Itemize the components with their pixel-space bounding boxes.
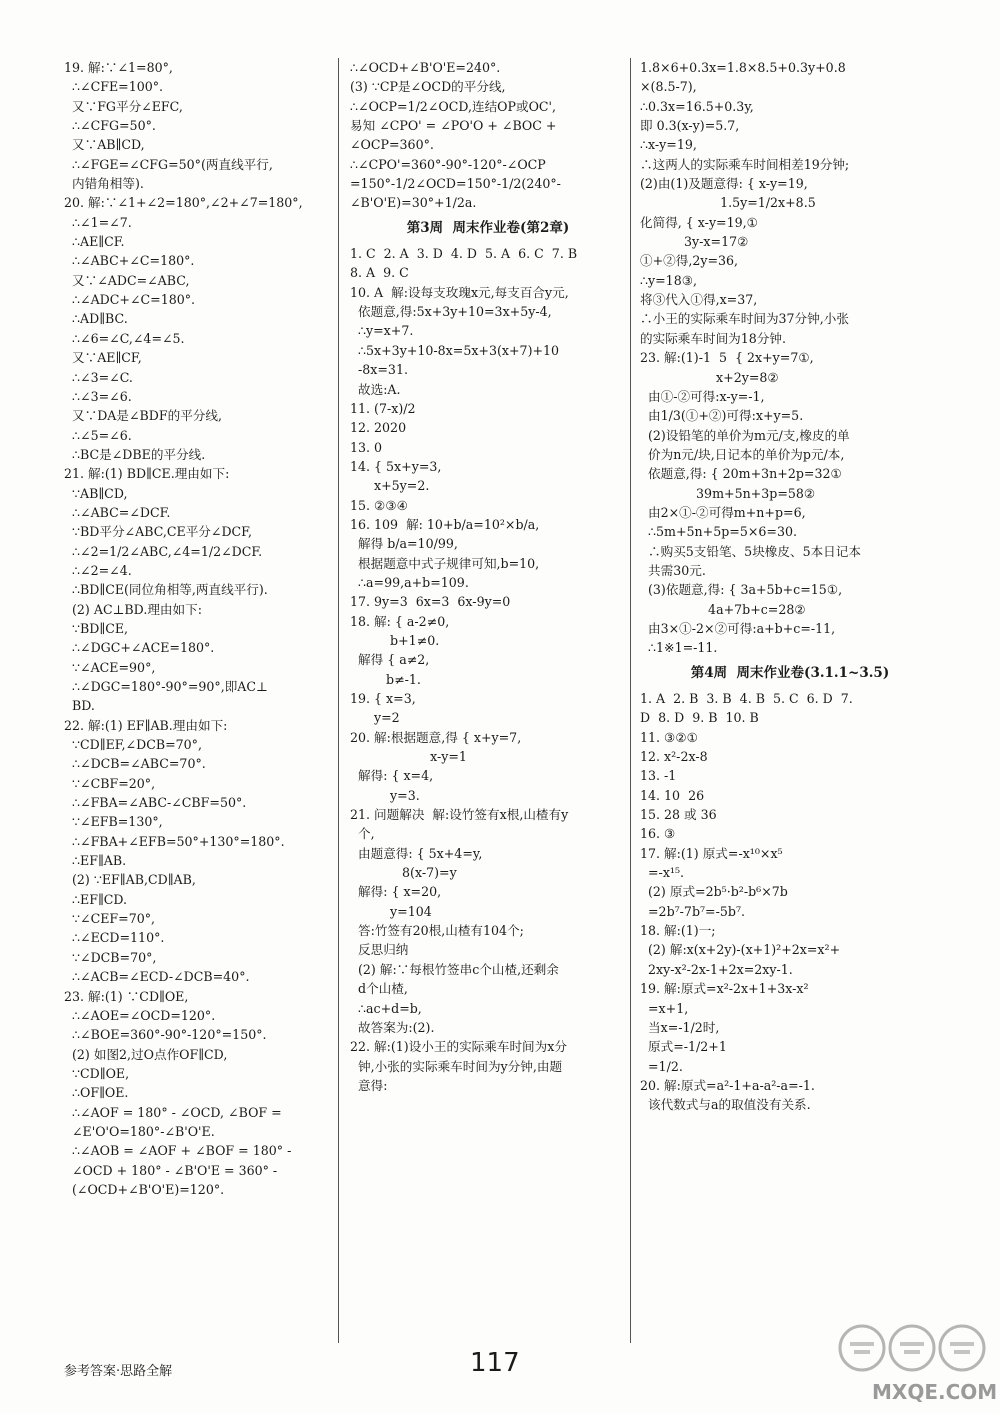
answer-line: D 8. D 9. B 10. B bbox=[640, 710, 759, 726]
answer-line: 8(x-7)=y bbox=[350, 865, 457, 881]
answer-line: 解得: { x=20, bbox=[350, 884, 442, 900]
answer-line: ∴AE∥CF. bbox=[64, 234, 125, 250]
answer-line: 的实际乘车时间为18分钟. bbox=[640, 330, 786, 346]
answer-line: 该代数式与a的取值没有关系. bbox=[640, 1097, 811, 1113]
answer-line: y=104 bbox=[350, 903, 432, 919]
answer-line: ∴BC是∠DBE的平分线. bbox=[64, 446, 206, 462]
answer-line: 17. 9y=3 6x=3 6x-9y=0 bbox=[350, 594, 511, 610]
answer-line: 共需30元. bbox=[640, 562, 706, 578]
answer-line: 又∵AB∥CD, bbox=[64, 137, 145, 153]
answer-line: ∴5m+5n+5p=5×6=30. bbox=[640, 524, 797, 540]
answer-line: 由①-②可得:x-y=-1, bbox=[640, 388, 765, 404]
answer-line: (2)设铅笔的单价为m元/支,橡皮的单 bbox=[640, 427, 850, 443]
answer-line: ∴∠ABC=∠DCF. bbox=[64, 504, 171, 520]
answer-column-right bbox=[640, 58, 940, 1324]
answer-line: ∵∠ACE=90°, bbox=[64, 659, 156, 675]
answer-line: ∴∠5=∠6. bbox=[64, 427, 132, 443]
answer-line: 解得 { a≠2, bbox=[350, 652, 430, 668]
answer-line: 20. 解:∵∠1+∠2=180°,∠2+∠7=180°, bbox=[64, 195, 303, 211]
answer-column-middle bbox=[350, 58, 626, 1324]
answer-line: 根据题意中式子规律可知,b=10, bbox=[350, 555, 540, 571]
answer-line: ∵AB∥CD, bbox=[64, 485, 128, 501]
answer-column-left bbox=[64, 58, 326, 1324]
answer-line: ∴∠BOE=360°-90°-120°=150°. bbox=[64, 1027, 267, 1043]
answer-line: ∴BD∥CE(同位角相等,两直线平行). bbox=[64, 582, 268, 598]
answer-line: ∵∠CBF=20°, bbox=[64, 775, 156, 791]
answer-line: ∴x-y=19, bbox=[640, 137, 697, 153]
answer-line: ∵CD∥OE, bbox=[64, 1065, 130, 1081]
answer-line: y=2 bbox=[350, 710, 400, 726]
answer-line: (2) 解:∵每根竹签串c个山楂,还剩余 bbox=[350, 961, 559, 977]
answer-line: ∴∠OCD+∠B'O'E=240°. bbox=[350, 60, 501, 75]
answer-line: ∴y=x+7. bbox=[350, 323, 414, 339]
answer-line: ∴EF∥AB. bbox=[64, 853, 127, 869]
answer-line: 又∵AE∥CF, bbox=[64, 350, 142, 366]
answer-line: ×(8.5-7), bbox=[640, 79, 697, 95]
answer-line: 原式=-1/2+1 bbox=[640, 1039, 727, 1055]
answer-line: =150°-1/2∠OCD=150°-1/2(240°- bbox=[350, 176, 561, 192]
answer-line: 又∵DA是∠BDF的平分线, bbox=[64, 408, 222, 424]
watermark-text: MXQE.COM bbox=[872, 1380, 998, 1404]
answer-line: ∴∠3=∠6. bbox=[64, 388, 132, 404]
answer-line: 由2×①-②可得m+n+p=6, bbox=[640, 504, 806, 520]
answer-line: 10. A 解:设每支玫瑰x元,每支百合y元, bbox=[350, 284, 569, 300]
answer-line: 19. 解:∵∠1=80°, bbox=[64, 60, 173, 75]
footer-label: 参考答案·思路全解 bbox=[64, 1364, 173, 1379]
answer-line: (2) AC⊥BD.理由如下: bbox=[64, 601, 202, 617]
answer-line: 22. 解:(1) EF∥AB.理由如下: bbox=[64, 717, 228, 733]
answer-line: y=3. bbox=[350, 787, 420, 803]
answer-line: 1.8×6+0.3x=1.8×8.5+0.3y+0.8 bbox=[640, 60, 846, 75]
answer-line: ∴y=18③, bbox=[640, 272, 697, 288]
answer-line: 20. 解:原式=a²-1+a-a²-a=-1. bbox=[640, 1077, 815, 1093]
answer-line: ∴∠FBA=∠ABC-∠CBF=50°. bbox=[64, 795, 247, 811]
answer-line: 当x=-1/2时, bbox=[640, 1019, 720, 1035]
answer-line: 15. 28 或 36 bbox=[640, 807, 717, 823]
answer-line: BD. bbox=[64, 698, 95, 714]
answer-line: 17. 解:(1) 原式=-x¹⁰×x⁵ bbox=[640, 845, 783, 861]
answer-line: ∴∠AOE=∠OCD=120°. bbox=[64, 1007, 216, 1023]
answer-line: (3) ∵CP是∠OCD的平分线, bbox=[350, 79, 506, 95]
answer-line: =2b⁷-7b⁷=-5b⁷. bbox=[640, 903, 745, 919]
answer-line: ∴∠CFE=100°. bbox=[64, 79, 164, 95]
section-heading: 第3周 周末作业卷(第2章) bbox=[406, 219, 570, 236]
answer-line: 23. 解:(1) ∵CD∥OE, bbox=[64, 988, 189, 1004]
answer-line: ∴1※1=-11. bbox=[640, 640, 718, 656]
answer-line: 易知 ∠CPO' = ∠PO'O + ∠BOC + bbox=[350, 118, 557, 134]
answer-line: ∵BD∥CE, bbox=[64, 620, 129, 636]
answer-line: 12. x²-2x-8 bbox=[640, 749, 708, 765]
answer-line: 解得: { x=4, bbox=[350, 768, 434, 784]
answer-line: ∴∠ABC+∠C=180°. bbox=[64, 253, 195, 269]
answer-line: 20. 解:根据题意,得 { x+y=7, bbox=[350, 729, 522, 745]
answer-line: ∴∠FBA+∠EFB=50°+130°=180°. bbox=[64, 833, 285, 849]
answer-line: ∴∠2=1/2∠ABC,∠4=1/2∠DCF. bbox=[64, 543, 263, 559]
answer-line: 由1/3(①+②)可得:x+y=5. bbox=[640, 408, 804, 424]
answer-line: 21. 解:(1) BD∥CE.理由如下: bbox=[64, 466, 230, 482]
answer-line: ∠OCD + 180° - ∠B'O'E = 360° - bbox=[64, 1162, 278, 1178]
answer-line: ∴EF∥CD. bbox=[64, 891, 128, 907]
answer-line: (3)依题意,得: { 3a+5b+c=15①, bbox=[640, 582, 843, 598]
answer-line: 4a+7b+c=28② bbox=[640, 601, 806, 617]
answer-line: (2) 解:x(x+2y)-(x+1)²+2x=x²+ bbox=[640, 942, 841, 958]
answer-line: ∠OCP=360°. bbox=[350, 137, 434, 153]
answer-line: (2) ∵EF∥AB,CD∥AB, bbox=[64, 872, 196, 888]
answer-line: ∴∠ADC+∠C=180°. bbox=[64, 292, 196, 308]
watermark-logo bbox=[832, 1318, 998, 1408]
answer-line: 22. 解:(1)设小王的实际乘车时间为x分 bbox=[350, 1039, 567, 1055]
answer-line: x+2y=8② bbox=[640, 369, 779, 385]
answer-line: 依题意,得:5x+3y+10=3x+5y-4, bbox=[350, 304, 552, 320]
answer-line: ①+②得,2y=36, bbox=[640, 253, 739, 269]
answer-line: 钟,小张的实际乘车时间为y分钟,由题 bbox=[350, 1058, 563, 1074]
answer-line: 18. 解: { a-2≠0, bbox=[350, 613, 450, 629]
answer-line: ∴∠AOB = ∠AOF + ∠BOF = 180° - bbox=[64, 1143, 292, 1159]
answer-line: ∴购买5支铅笔、5块橡皮、5本日记本 bbox=[640, 543, 861, 559]
answer-line: 1. A 2. B 3. B 4. B 5. C 6. D 7. bbox=[640, 691, 853, 706]
page-number: 117 bbox=[470, 1348, 520, 1378]
answer-line: ∴∠2=∠4. bbox=[64, 562, 132, 578]
answer-line: 解得 b/a=10/99, bbox=[350, 536, 458, 552]
answer-line: ∠E'O'O=180°-∠B'O'E. bbox=[64, 1123, 215, 1139]
answer-line: (2)由(1)及题意得: { x-y=19, bbox=[640, 176, 808, 192]
answer-line: 13. 0 bbox=[350, 439, 383, 455]
answer-line: x+5y=2. bbox=[350, 478, 430, 494]
answer-line: 23. 解:(1)-1 5 { 2x+y=7①, bbox=[640, 350, 814, 366]
section-heading: 第4周 周末作业卷(3.1.1~3.5) bbox=[690, 664, 890, 681]
answer-line: ∠B'O'E)=30°+1/2a. bbox=[350, 195, 477, 211]
answer-line: ∴∠DCB=∠ABC=70°. bbox=[64, 756, 206, 772]
answer-line: 又∵FG平分∠EFC, bbox=[64, 98, 183, 114]
answer-line: 39m+5n+3p=58② bbox=[640, 485, 816, 501]
answer-line: ∴OF∥OE. bbox=[64, 1085, 129, 1101]
answer-line: 1. C 2. A 3. D 4. D 5. A 6. C 7. B bbox=[350, 246, 578, 262]
answer-line: ∵BD平分∠ABC,CE平分∠DCF, bbox=[64, 524, 252, 540]
answer-line: ∴∠CPO'=360°-90°-120°-∠OCP bbox=[350, 156, 546, 172]
answer-line: 又∵∠ADC=∠ABC, bbox=[64, 272, 190, 288]
answer-line: ∴ac+d=b, bbox=[350, 1000, 422, 1016]
answer-line: 由3×①-2×②可得:a+b+c=-11, bbox=[640, 620, 836, 636]
answer-line: ∴∠CFG=50°. bbox=[64, 118, 156, 134]
answer-line: ∴∠DGC=180°-90°=90°,即AC⊥ bbox=[64, 679, 268, 694]
column-divider bbox=[338, 58, 339, 1343]
answer-line: 14. { 5x+y=3, bbox=[350, 458, 442, 474]
answer-line: 19. 解:原式=x²-2x+1+3x-x² bbox=[640, 981, 809, 997]
answer-line: 内错角相等). bbox=[64, 176, 144, 192]
answer-line: ∴∠3=∠C. bbox=[64, 369, 133, 385]
answer-line: ∴∠ECD=110°. bbox=[64, 930, 165, 946]
answer-line: ∵∠EFB=130°, bbox=[64, 814, 163, 830]
answer-line: 16. ③ bbox=[640, 826, 676, 842]
answer-line: ∴∠AOF = 180° - ∠OCD, ∠BOF = bbox=[64, 1104, 282, 1120]
answer-line: ∴5x+3y+10-8x=5x+3(x+7)+10 bbox=[350, 342, 560, 358]
answer-line: ∴∠1=∠7. bbox=[64, 214, 132, 230]
answer-line: 价为n元/块,日记本的单价为p元/本, bbox=[640, 446, 845, 462]
answer-line: 1.5y=1/2x+8.5 bbox=[640, 195, 816, 211]
answer-line: (2) 原式=2b⁵·b²-b⁶×7b bbox=[640, 884, 788, 900]
answer-line: 21. 问题解决 解:设竹签有x根,山楂有y bbox=[350, 807, 569, 823]
answer-line: ∵∠CEF=70°, bbox=[64, 911, 156, 927]
answer-line: 化简得, { x-y=19,① bbox=[640, 214, 758, 230]
answer-line: ∴∠FGE=∠CFG=50°(两直线平行, bbox=[64, 156, 273, 172]
answer-line: (∠OCD+∠B'O'E)=120°. bbox=[64, 1181, 225, 1197]
answer-line: ∴0.3x=16.5+0.3y, bbox=[640, 98, 754, 114]
answer-line: 11. (7-x)/2 bbox=[350, 400, 416, 416]
answer-line: 反思归纳 bbox=[350, 942, 409, 958]
answer-line: ∴∠6=∠C,∠4=∠5. bbox=[64, 330, 185, 346]
answer-line: 意得: bbox=[350, 1077, 388, 1093]
answer-line: 将③代入①得,x=37, bbox=[640, 292, 758, 308]
answer-line: b+1≠0. bbox=[350, 632, 440, 648]
answer-line: ∴这两人的实际乘车时间相差19分钟; bbox=[640, 156, 850, 172]
answer-line: 13. -1 bbox=[640, 768, 677, 784]
answer-line: 11. ③②① bbox=[640, 729, 698, 745]
answer-line: 12. 2020 bbox=[350, 420, 407, 436]
answer-line: 16. 109 解: 10+b/a=10²×b/a, bbox=[350, 516, 540, 532]
answer-line: ∵CD∥EF,∠DCB=70°, bbox=[64, 737, 202, 753]
answer-line: ∴∠OCP=1/2∠OCD,连结OP或OC', bbox=[350, 98, 556, 114]
answer-line: (2) 如图2,过O点作OF∥CD, bbox=[64, 1046, 228, 1062]
watermark-badge-icon bbox=[832, 1318, 992, 1378]
answer-line: d个山楂, bbox=[350, 981, 408, 997]
answer-line: 2xy-x²-2x-1+2x=2xy-1. bbox=[640, 961, 793, 977]
answer-line: b≠-1. bbox=[350, 671, 421, 687]
answer-line: ∴小王的实际乘车时间为37分钟,小张 bbox=[640, 311, 849, 327]
answer-line: ∵∠DCB=70°, bbox=[64, 949, 157, 965]
answer-line: ∴AD∥BC. bbox=[64, 311, 128, 327]
answer-line: 故选:A. bbox=[350, 381, 401, 397]
answer-line: =x+1, bbox=[640, 1000, 689, 1016]
answer-line: =1/2. bbox=[640, 1058, 683, 1074]
answer-line: 18. 解:(1)一; bbox=[640, 923, 716, 939]
column-divider bbox=[630, 58, 631, 1343]
answer-line: 8. A 9. C bbox=[350, 265, 409, 281]
answer-line: -8x=31. bbox=[350, 362, 408, 378]
answer-line: ∴∠ACB=∠ECD-∠DCB=40°. bbox=[64, 969, 250, 985]
answer-line: 故答案为:(2). bbox=[350, 1019, 435, 1035]
answer-line: 依题意,得: { 20m+3n+2p=32① bbox=[640, 466, 842, 482]
answer-line: 答:竹签有20根,山楂有104个; bbox=[350, 923, 524, 939]
answer-line: 即 0.3(x-y)=5.7, bbox=[640, 118, 740, 134]
answer-line: 3y-x=17② bbox=[640, 234, 749, 250]
answer-line: 由题意得: { 5x+4=y, bbox=[350, 845, 483, 861]
answer-line: ∴∠DGC+∠ACE=180°. bbox=[64, 640, 215, 656]
answer-line: 14. 10 26 bbox=[640, 787, 705, 803]
answer-line: 15. ②③④ bbox=[350, 497, 408, 513]
answer-line: 个, bbox=[350, 826, 375, 842]
answer-line: =-x¹⁵. bbox=[640, 865, 685, 881]
answer-line: 19. { x=3, bbox=[350, 691, 416, 706]
answer-line: x-y=1 bbox=[350, 749, 467, 765]
answer-line: ∴a=99,a+b=109. bbox=[350, 574, 469, 590]
